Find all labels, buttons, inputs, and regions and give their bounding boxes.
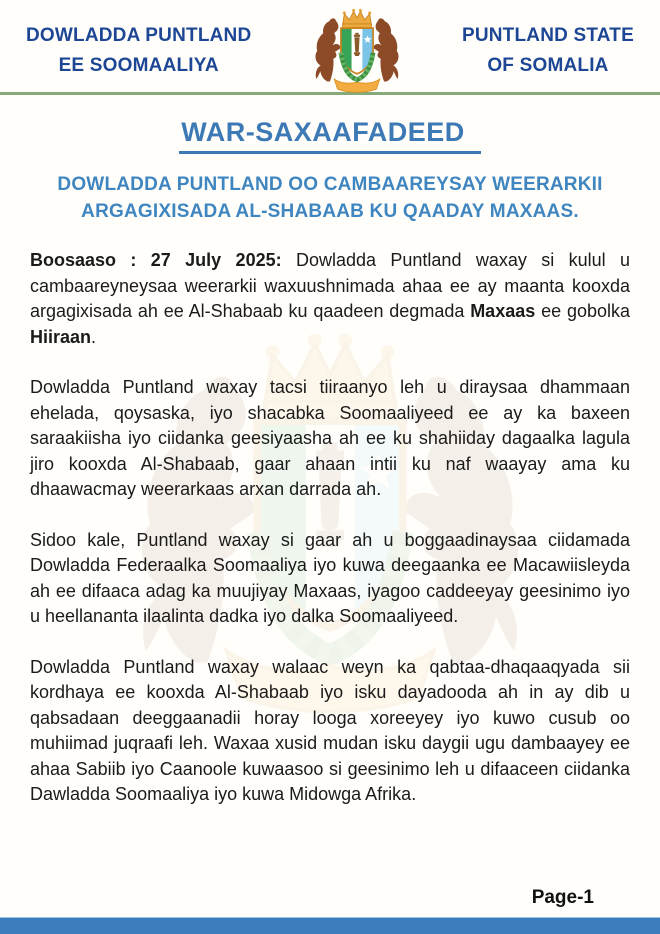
document-body [30, 248, 630, 808]
org-name-english-line2: OF SOMALIA [487, 55, 609, 76]
paragraph-1-bold-hiiraan: Hiiraan [30, 326, 92, 347]
body-paragraph-1 [30, 248, 630, 350]
masthead [0, 0, 660, 92]
document-title-text: WAR-SAXAAFADEED [179, 117, 481, 154]
puntland-coat-of-arms-icon [306, 7, 408, 95]
org-name-somali-line1: DOWLADDA PUNTLAND [26, 25, 252, 46]
body-paragraph-4: Dowladda Puntland waxay walaac weyn ka qabtaa-dhaqaaqyada sii kordhaya ee kooxda Al-Shabaab iyo isku dayadooda ah in ay dib u qabsadaan deeggaanadii horay looga xoreeyey iyo kuwo cusub oo muhiimad juqraafi leh. Waxaa xusid mudan isku daygii ugu dambaayey ee ahaa Sabiib iyo Caanoole kuwaasoo si geesinimo leh u difaaceen ciidanka Dawladda Soomaaliya iyo kuwa Midowga Afrika. [30, 656, 630, 804]
org-name-somali-line2: EE SOOMAALIYA [58, 55, 219, 76]
paragraph-1-text-c: . [91, 326, 97, 347]
paragraph-1-text-b: ee gobolka [535, 301, 630, 321]
document-subtitle-line2: ARGAGIXISADA AL-SHABAAB KU QAADAY MAXAAS. [81, 201, 579, 222]
org-name-somali [26, 21, 251, 81]
page-number: Page-1 [531, 887, 594, 908]
document-subtitle-line1: DOWLADDA PUNTLAND OO CAMBAAREYSAY WEERARKII [57, 174, 603, 195]
org-name-english-line1: PUNTLAND STATE [461, 25, 634, 46]
document-title [0, 117, 660, 154]
body-paragraph-3: Sidoo kale, Puntland waxay si gaar ah u boggaadinaysaa ciidamada Dowladda Federaalka Soomaaliya iyo kuwa deegaanka ee Macawiisleyda ah ee difaaca adag ka muujiyay Maxaas, iyagoo caddeeyay geesinimo iyo u heellananta ilaalinta dadka iyo dalka Soomaaliyeed. [30, 529, 630, 626]
dateline: Boosaaso : 27 July 2025: [30, 250, 282, 270]
footer-bar [0, 917, 660, 934]
paragraph-1-bold-maxaas: Maxaas [470, 301, 536, 321]
org-name-english [462, 21, 634, 81]
body-paragraph-2: Dowladda Puntland waxay tacsi tiiraanyo leh u diraysaa dhammaan ehelada, qoysaska, iyo shacabka Soomaaliyeed ee ay ka baxeen saraakiisha iyo ciidanka geesiyaasha ah ee ku shahiiday dagaalka lagula jiro kooxda Al-Shabaab, gaar ahaan intii ku naf waayay ama ku dhaawacmay weerarkaas arxan darrada ah. [30, 377, 630, 499]
document-subtitle [0, 171, 660, 225]
paragraph-1-text-a: Dowladda Puntland waxay si kulul u cambaareyneysaa weerarkii waxuushnimada ahaa ee ay maanta kooxda argagixisada ah ee Al-Shabaab ku qaadeen degmada [30, 250, 630, 321]
